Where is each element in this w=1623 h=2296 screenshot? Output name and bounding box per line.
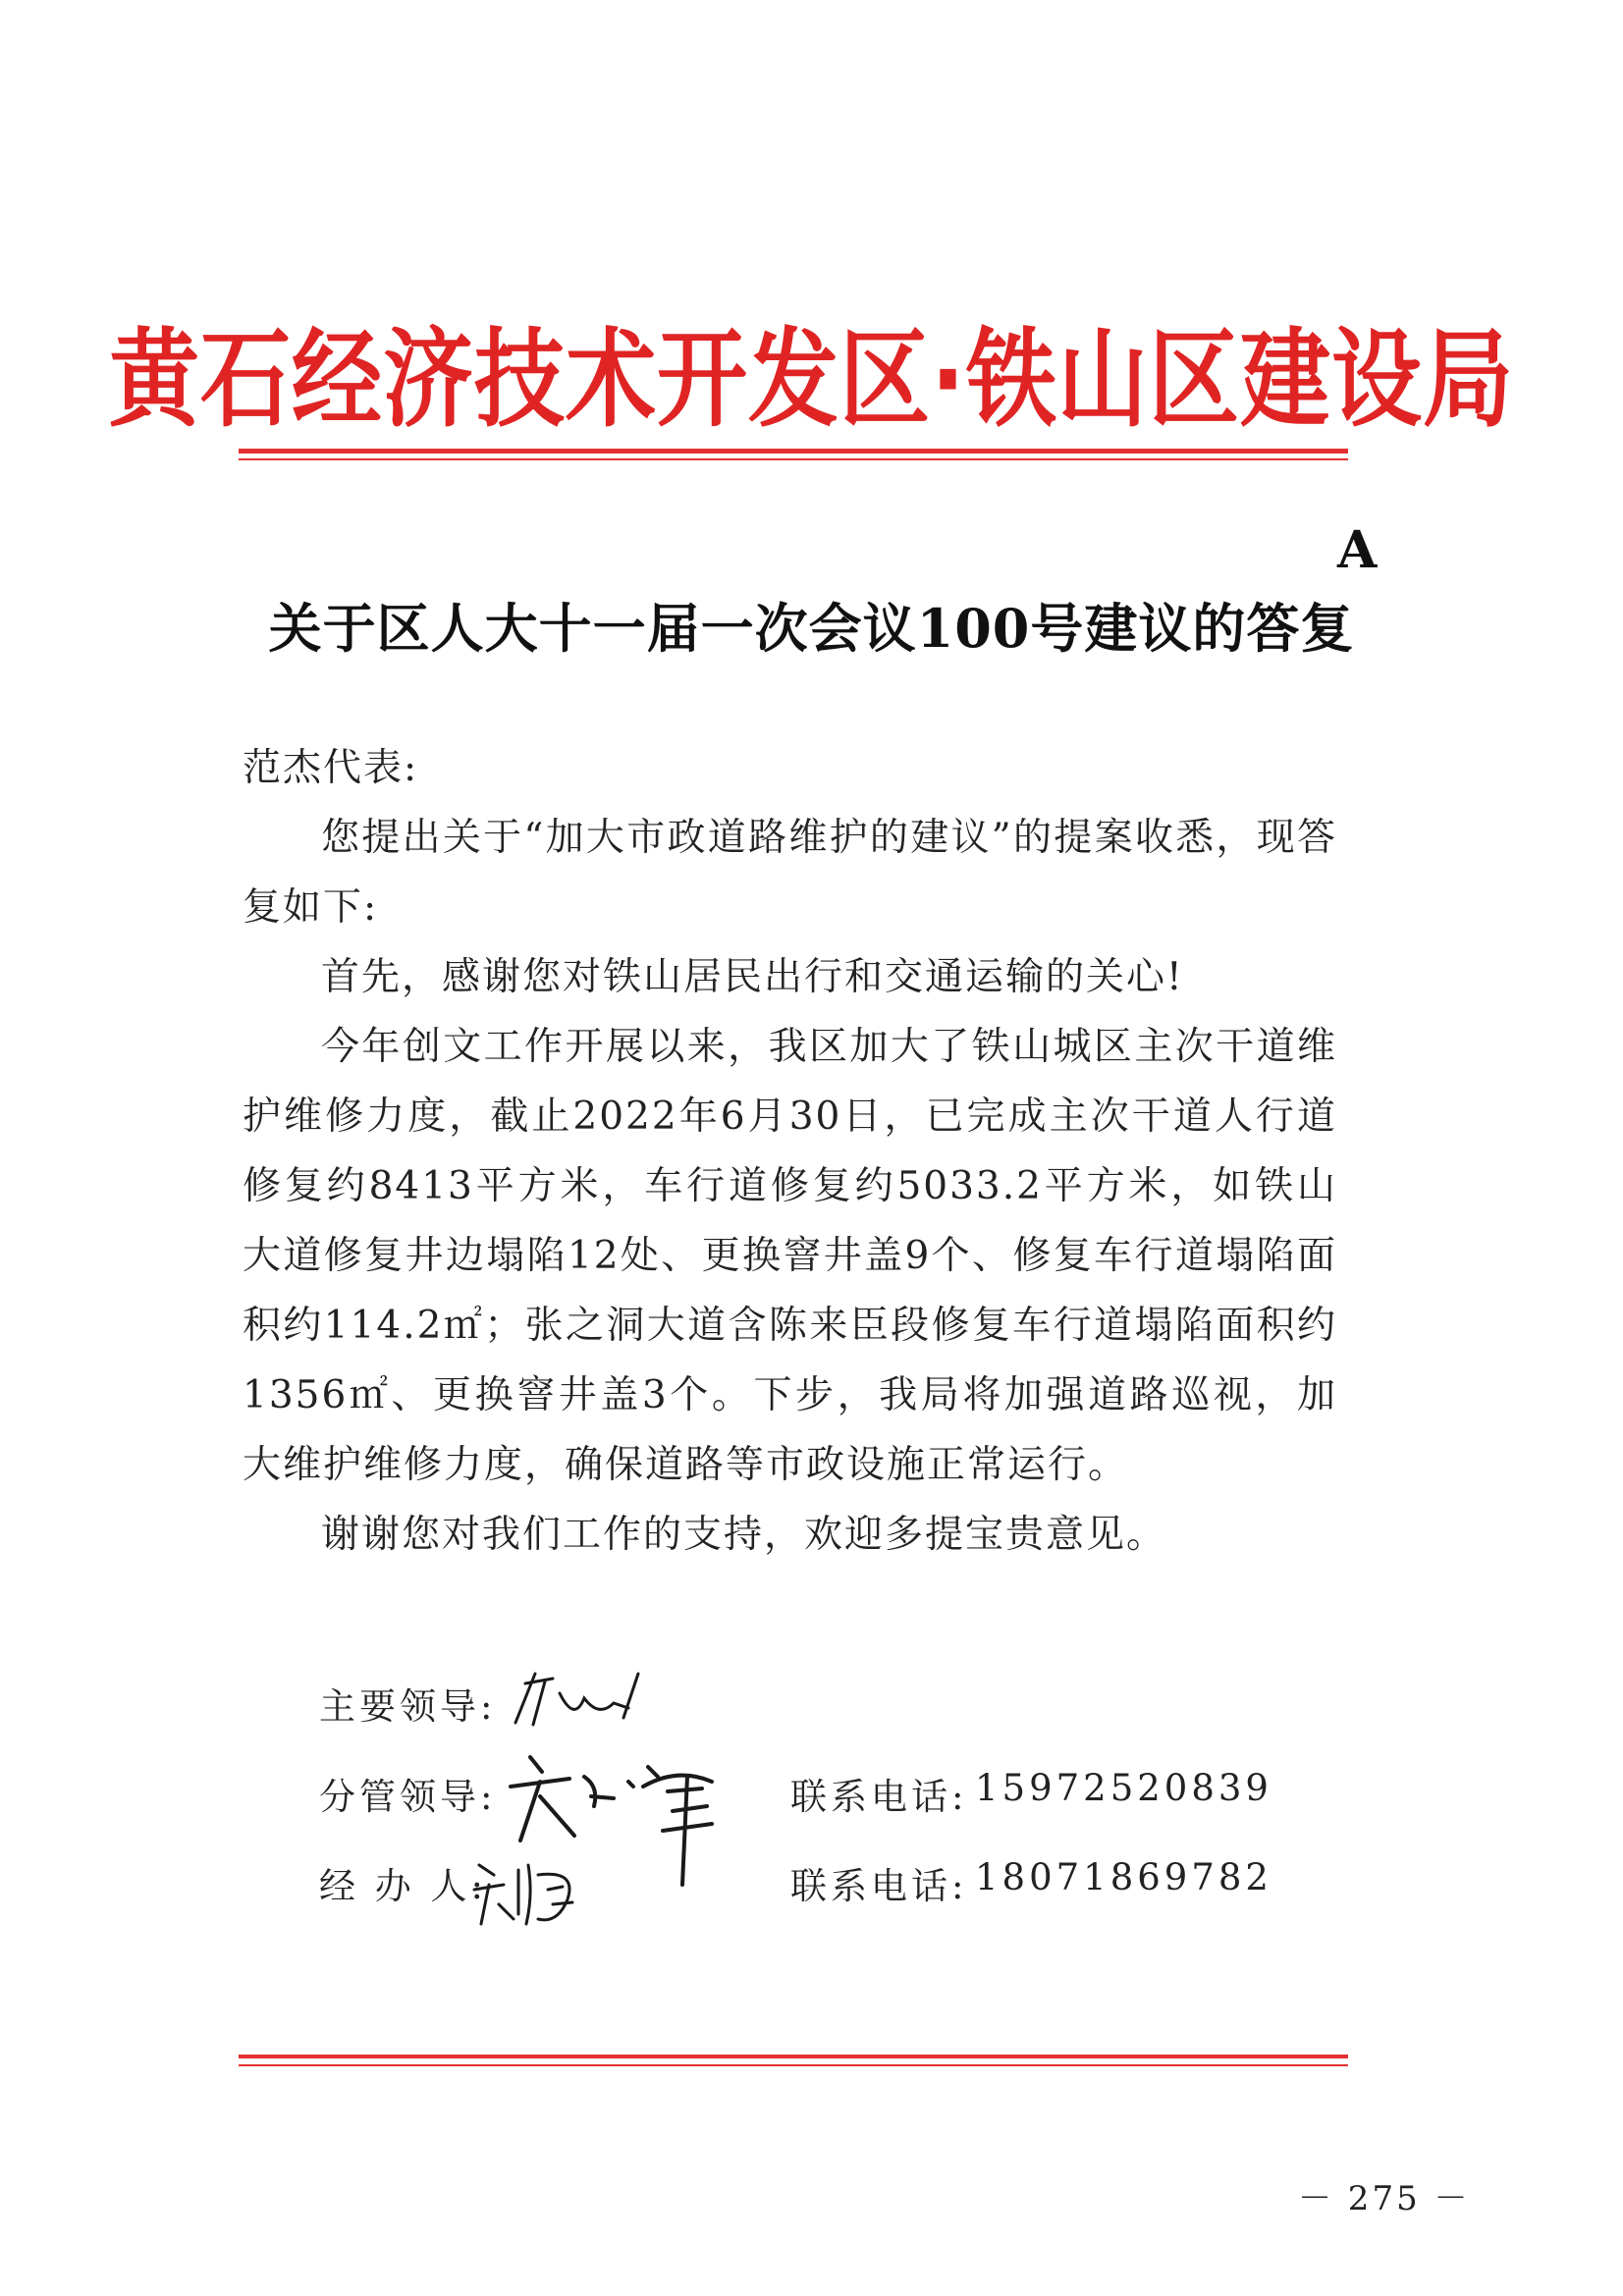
letter-body bbox=[243, 733, 1337, 1570]
salutation: 范杰代表: bbox=[243, 746, 419, 790]
footer-rule-thick bbox=[239, 2055, 1348, 2058]
paragraph-2: 首先，感谢您对铁山居民出行和交通运输的关心! bbox=[321, 955, 1184, 999]
main-leader-signature-icon bbox=[506, 1654, 663, 1733]
document-title: 关于区人大十一届一次会议100号建议的答复 bbox=[268, 597, 1355, 660]
letterhead-org-name: 黄石经济技术开发区·铁山区建设局 bbox=[109, 317, 1514, 442]
footer-rule-thin bbox=[239, 2064, 1348, 2066]
phone-label-1: 联系电话: bbox=[790, 1776, 968, 1818]
phone-number-2: 18071869782 bbox=[975, 1856, 1272, 1898]
letterhead-rule-thin bbox=[239, 458, 1348, 460]
deputy-leader-label: 分管领导: bbox=[319, 1776, 497, 1818]
phone-number-1: 15972520839 bbox=[975, 1767, 1272, 1809]
handler-label: 经 办 人: bbox=[319, 1865, 487, 1907]
phone-label-2: 联系电话: bbox=[790, 1865, 968, 1907]
main-leader-label: 主要领导: bbox=[319, 1685, 497, 1728]
handler-signature-icon bbox=[469, 1845, 607, 1934]
letterhead-rule-thick bbox=[239, 449, 1348, 454]
paragraph-4: 谢谢您对我们工作的支持，欢迎多提宝贵意见。 bbox=[321, 1513, 1167, 1557]
page-number: － 275 － bbox=[1298, 2179, 1471, 2218]
grade-mark: A bbox=[1337, 520, 1378, 580]
paragraph-1: 您提出关于“加大市政道路维护的建议”的提案收悉，现答复如下: bbox=[243, 816, 1337, 930]
paragraph-3: 今年创文工作开展以来，我区加大了铁山城区主次干道维护维修力度，截止2022年6月30日，已完成主次干道人行道修复约8413平方米，车行道修复约5033.2平方米，如铁山大道修复井边塌陷12处、更换窨井盖9个、修复车行道塌陷面积约114.2㎡；张之洞大道含陈来臣段修复车行道塌陷面积约1356㎡、更换窨井盖3个。下步，我局将加强道路巡视，加大维护维修力度，确保道路等市政设施正常运行。 bbox=[243, 1025, 1337, 1487]
